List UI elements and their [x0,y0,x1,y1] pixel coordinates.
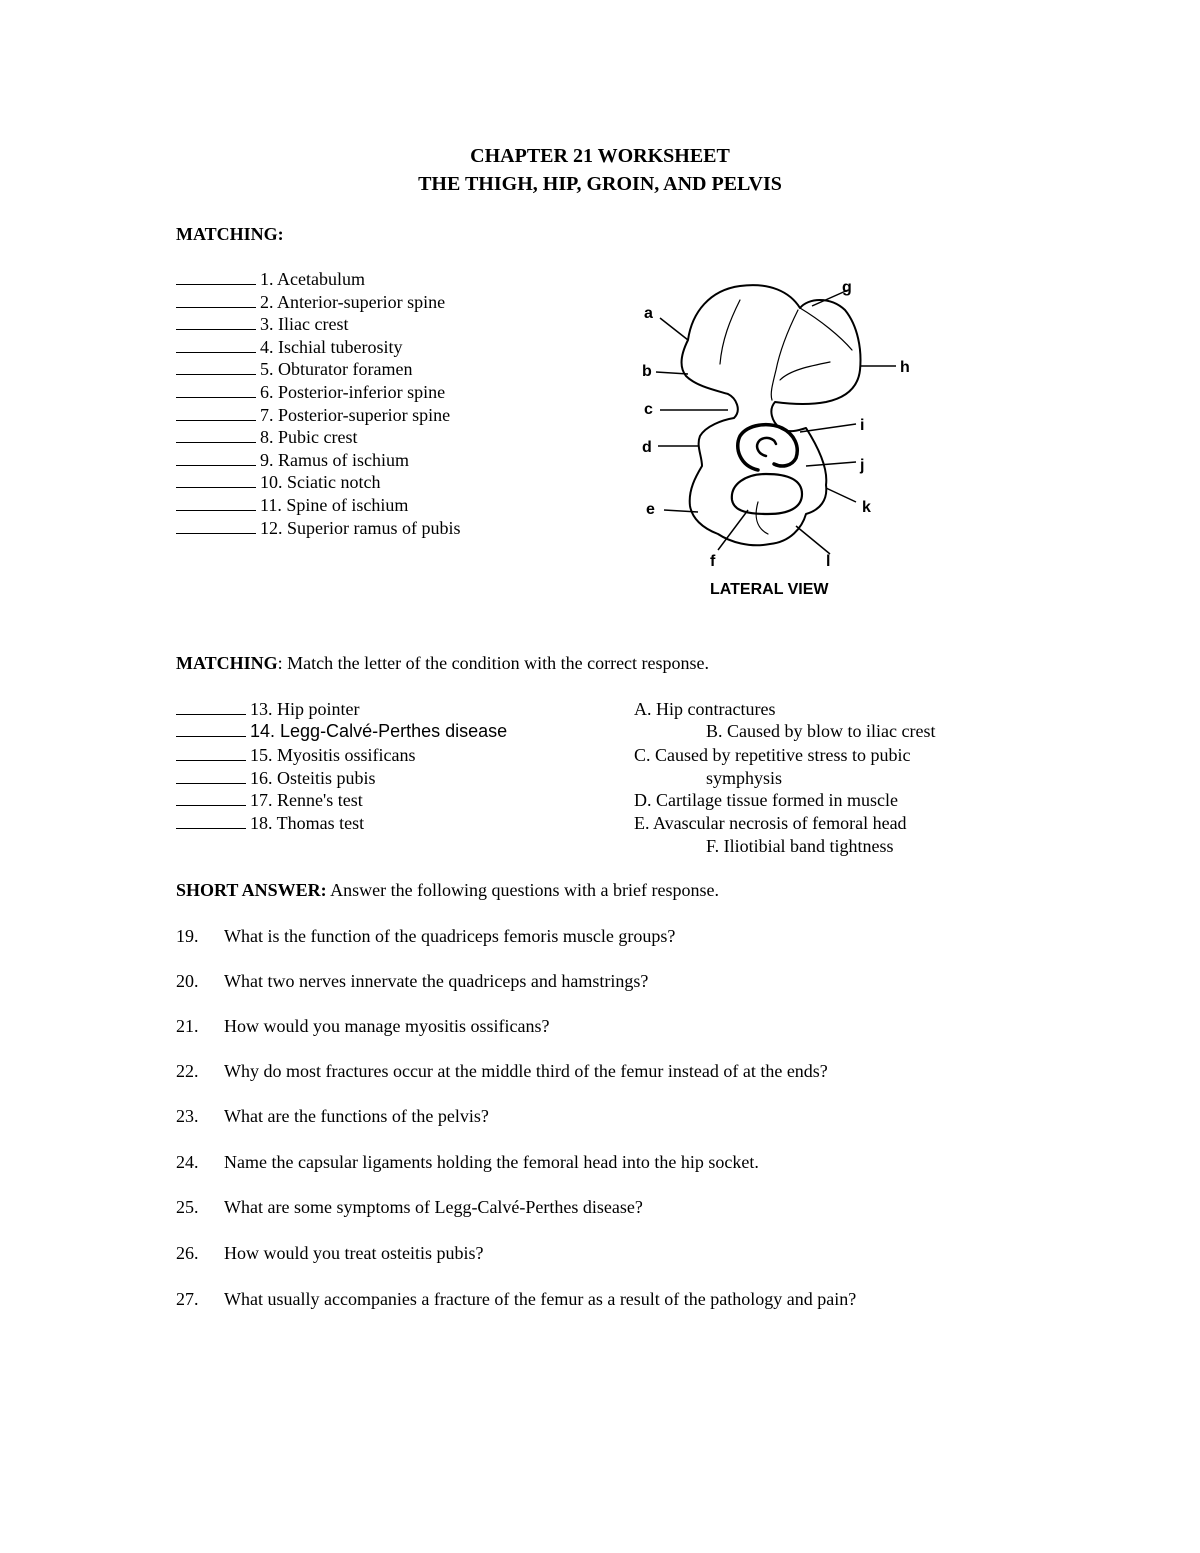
answer-blank[interactable] [176,720,246,737]
diagram-label-d: d [642,439,652,456]
option-e: E. Avascular necrosis of femoral head [634,813,907,833]
diagram-label-f: f [710,553,716,570]
hip-bone-outline [682,285,861,545]
question-item: 24. Name the capsular ligaments holding the femoral head into the hip socket. [176,1152,759,1172]
option-c-continued: symphysis [706,768,783,788]
list-item: 9. Ramus of ischium [176,449,409,471]
question-item: 22. Why do most fractures occur at the middle third of the femur instead of at the ends? [176,1061,828,1081]
list-item: 5. Obturator foramen [176,358,412,380]
diagram-label-c: c [644,401,653,418]
answer-blank[interactable] [176,268,256,285]
answer-blank[interactable] [176,381,256,398]
answer-blank[interactable] [176,336,256,353]
short-answer-heading: SHORT ANSWER: Answer the following questions with a brief response. [176,880,720,900]
question-item: 26. How would you treat osteitis pubis? [176,1243,484,1263]
worksheet-subtitle: THE THIGH, HIP, GROIN, AND PELVIS [418,173,782,195]
answer-blank[interactable] [176,404,256,421]
worksheet-title: CHAPTER 21 WORKSHEET [470,145,730,167]
option-d: D. Cartilage tissue formed in muscle [634,790,898,810]
diagram-label-j: j [860,457,865,474]
question-item: 27. What usually accompanies a fracture of the femur as a result of the pathology and pain? [176,1289,857,1309]
answer-blank[interactable] [176,291,256,308]
list-item: 15. Myositis ossificans [176,744,416,766]
matching2-heading: MATCHING: Match the letter of the condition with the correct response. [176,653,710,673]
question-item: 23. What are the functions of the pelvis? [176,1106,489,1126]
list-item: 6. Posterior-inferior spine [176,381,445,403]
option-a: A. Hip contractures [634,699,776,719]
diagram-label-i: i [860,417,865,434]
list-item: 4. Ischial tuberosity [176,336,402,358]
option-b: B. Caused by blow to iliac crest [706,721,936,741]
list-item: 12. Superior ramus of pubis [176,517,460,539]
list-item: 3. Iliac crest [176,313,348,335]
answer-blank[interactable] [176,789,246,806]
list-item: 13. Hip pointer [176,698,360,720]
list-item: 1. Acetabulum [176,268,365,290]
diagram-label-g: g [842,279,852,296]
question-item: 21. How would you manage myositis ossificans? [176,1016,550,1036]
question-item: 20. What two nerves innervate the quadriceps and hamstrings? [176,971,649,991]
option-f: F. Iliotibial band tightness [706,836,894,856]
matching-heading: MATCHING: [176,224,284,244]
list-item: 16. Osteitis pubis [176,767,376,789]
answer-blank[interactable] [176,517,256,534]
option-c: C. Caused by repetitive stress to pubic [634,745,911,765]
list-item: 7. Posterior-superior spine [176,404,450,426]
diagram-caption: LATERAL VIEW [710,581,829,598]
acetabulum [738,425,797,470]
list-item: 2. Anterior-superior spine [176,291,445,313]
list-item: 8. Pubic crest [176,426,357,448]
answer-blank[interactable] [176,471,256,488]
answer-blank[interactable] [176,698,246,715]
question-item: 25. What are some symptoms of Legg-Calvé-Perthes disease? [176,1197,643,1217]
answer-blank[interactable] [176,426,256,443]
answer-blank[interactable] [176,494,256,511]
diagram-label-h: h [900,359,910,376]
answer-blank[interactable] [176,358,256,375]
diagram-label-b: b [642,363,652,380]
list-item: 17. Renne's test [176,789,363,811]
list-item: 18. Thomas test [176,812,364,834]
list-item: 10. Sciatic notch [176,471,380,493]
list-item: 11. Spine of ischium [176,494,408,516]
answer-blank[interactable] [176,812,246,829]
diagram-label-e: e [646,501,655,518]
answer-blank[interactable] [176,313,256,330]
list-item: 14. Legg-Calvé-Perthes disease [176,720,507,742]
diagram-label-l: l [826,553,831,570]
answer-blank[interactable] [176,744,246,761]
question-item: 19. What is the function of the quadriceps femoris muscle groups? [176,926,676,946]
answer-blank[interactable] [176,449,256,466]
diagram-label-a: a [644,305,653,322]
pelvis-lateral-diagram [630,270,930,610]
obturator-foramen [732,474,802,514]
answer-blank[interactable] [176,767,246,784]
diagram-label-k: k [862,499,871,516]
